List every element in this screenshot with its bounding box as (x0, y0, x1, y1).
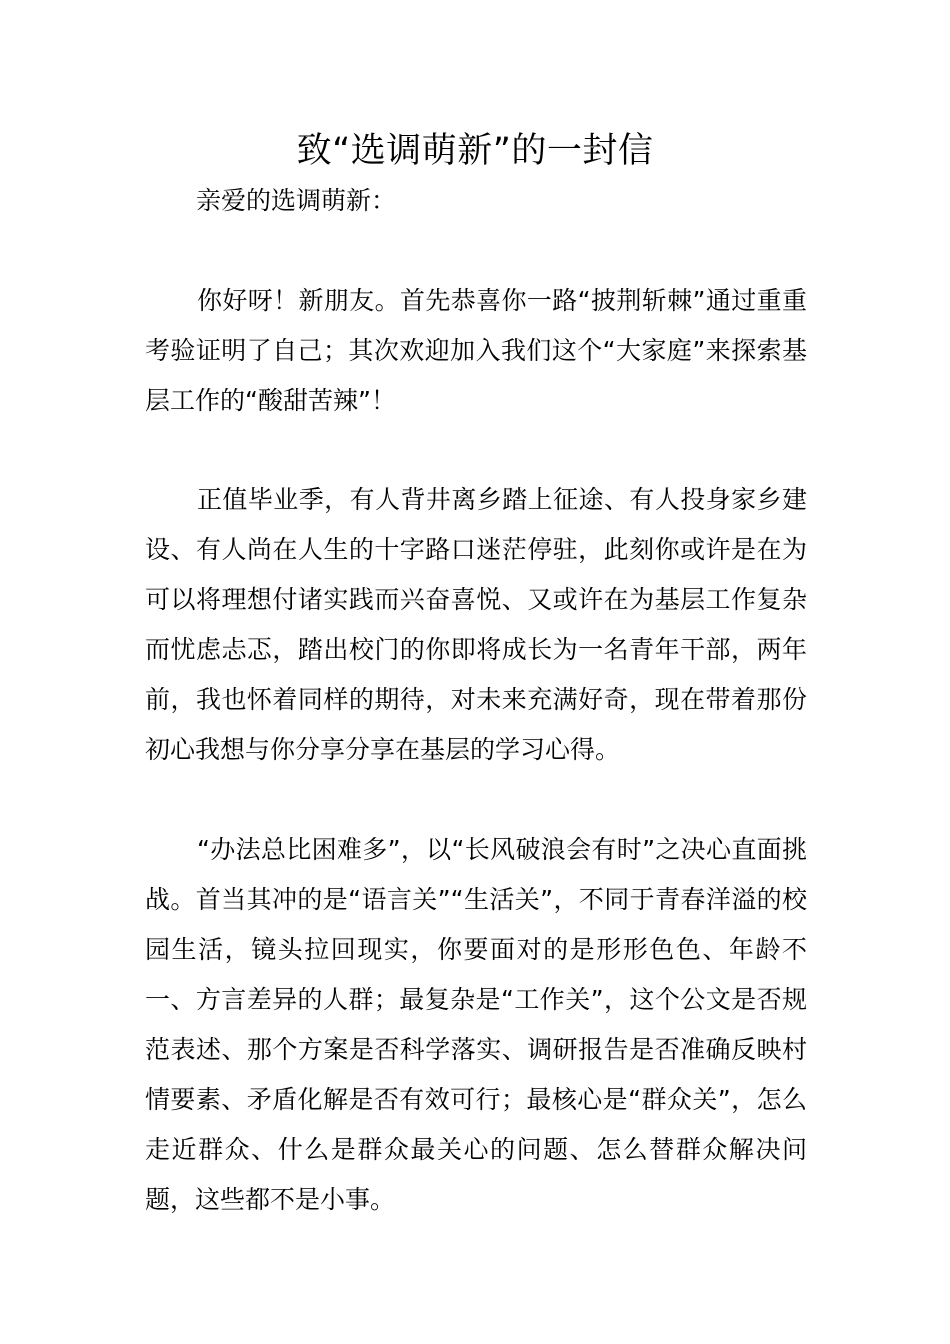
paragraph-graduation: 正值毕业季，有人背井离乡踏上征途、有人投身家乡建设、有人尚在人生的十字路口迷茫停驻，此刻你或许是在为可以将理想付诸实践而兴奋喜悦、又或许在为基层工作复杂而忧虑忐忑，踏出校门的你即将成长为一名青年干部，两年前，我也怀着同样的期待，对未来充满好奇，现在带着那份初心我想与你分享分享在基层的学习心得。 (145, 485, 807, 764)
letter-greeting: 亲爱的选调萌新： (196, 186, 397, 215)
document-title: 致“选调萌新”的一封信 (296, 131, 654, 171)
paragraph-challenges: “办法总比困难多”，以“长风破浪会有时”之决心直面挑战。首当其冲的是“语言关”“生活关”，不同于青春洋溢的校园生活，镜头拉回现实，你要面对的是形形色色、年龄不一、方言差异的人群；最复杂是“工作关”，这个公文是否规范表述、那个方案是否科学落实、调研报告是否准确反映村情要素、矛盾化解是否有效可行；最核心是“群众关”，怎么走近群众、什么是群众最关心的问题、怎么替群众解决问题，这些都不是小事。 (145, 835, 807, 1214)
paragraph-welcome: 你好呀！新朋友。首先恭喜你一路“披荆斩棘”通过重重考验证明了自己；其次欢迎加入我们这个“大家庭”来探索基层工作的“酸甜苦辣”！ (145, 286, 807, 415)
